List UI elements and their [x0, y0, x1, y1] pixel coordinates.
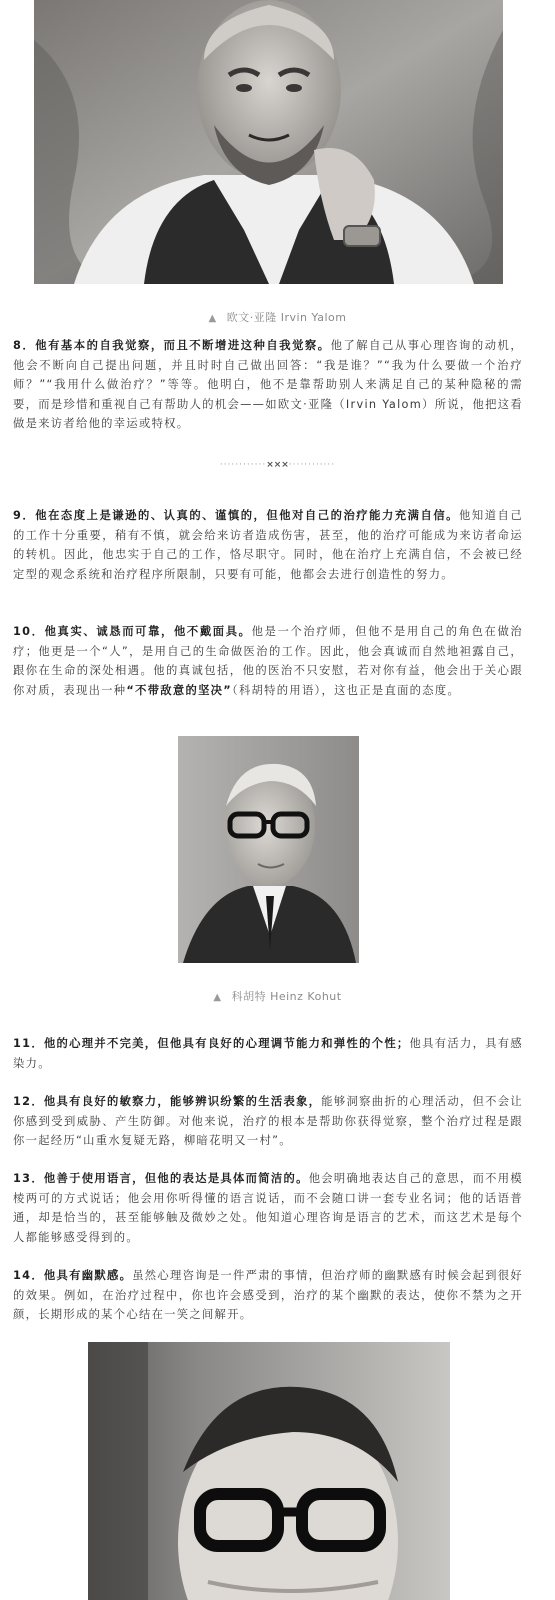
paragraph-8 — [13, 336, 523, 434]
paragraph-13-heading: 13．他善于使用语言，但他的表达是具体而简洁的。 — [13, 1172, 309, 1185]
divider-x-mark: ××× — [266, 460, 289, 470]
yalom-caption-text: 欧文·亚隆 Irvin Yalom — [226, 311, 347, 324]
paragraph-10-heading: 10．他真实、诚恳而可靠，他不戴面具。 — [13, 625, 252, 638]
divider-dots-left: ············ — [219, 460, 267, 470]
third-portrait-photo — [88, 1342, 450, 1600]
yalom-caption — [0, 309, 555, 325]
paragraph-13 — [13, 1169, 523, 1247]
paragraph-10-body-a: 他是一个治疗师，但他不是用自己的角色在做治疗；他更是一个“人”，是用自己的生命做医治的工作。因此，他会真诚而自然地袒露自己，跟你在生命的深处相遇。他的真诚包括，他的医治不只安慰，若对你有益，他会出于关心跟你对质，表现出一种 — [13, 625, 523, 697]
paragraph-14-body: 虽然心理咨询是一件严肃的事情，但治疗师的幽默感有时候会起到很好的效果。例如，在治疗过程中，你也许会感受到，治疗的某个幽默的表达，使你不禁为之开颜，长期形成的某个心结在一笑之间解开。 — [13, 1269, 523, 1321]
kohut-caption-text: 科胡特 Heinz Kohut — [231, 990, 342, 1003]
paragraph-8-body: 他了解自己从事心理咨询的动机，他会不断向自己提出问题，并且时时自己做出回答：“我是谁？”“我为什么要做一个治疗师？”“我用什么做治疗？”等等。他明白，他不是靠帮助别人来满足自己的某种隐秘的需要，而是珍惜和重视自己有帮助人的机会——如欧文·亚隆（Irvin Yalom）所说，他把这看做是来访者给他的幸运或特权。 — [13, 339, 523, 430]
paragraph-13-body: 他会明确地表达自己的意思，而不用模棱两可的方式说话；他会用你听得懂的语言说话，而不会随口讲一套专业名词；他的话语普通，却是恰当的，甚至能够触及微妙之处。他知道心理咨询是语言的艺术，而这艺术是每个人都能够感受得到的。 — [13, 1172, 523, 1244]
paragraph-11-body: 他具有活力，具有感染力。 — [13, 1037, 523, 1070]
paragraph-14 — [13, 1266, 523, 1325]
divider-dots-right: ············ — [288, 460, 336, 470]
paragraph-10-emphasis: “不带敌意的坚决” — [126, 683, 233, 697]
paragraph-10 — [13, 622, 523, 700]
triangle-icon: ▲ — [208, 313, 217, 324]
paragraph-10-body-b: （科胡特的用语），这也正是直面的态度。 — [232, 683, 461, 697]
paragraph-9 — [13, 506, 523, 584]
paragraph-12-body: 能够洞察曲折的心理活动，但不会让你感到受到威胁、产生防御。对他来说，治疗的根本是帮助你获得觉察，整个治疗过程是跟你一起经历“山重水复疑无路，柳暗花明又一村”。 — [13, 1095, 523, 1147]
triangle-icon: ▲ — [213, 992, 222, 1003]
kohut-caption — [0, 988, 555, 1004]
paragraph-8-heading: 8．他有基本的自我觉察，而且不断增进这种自我觉察。 — [13, 339, 331, 352]
paragraph-12 — [13, 1092, 523, 1151]
paragraph-11 — [13, 1034, 523, 1073]
paragraph-12-heading: 12．他具有良好的敏察力，能够辨识纷繁的生活表象， — [13, 1095, 322, 1108]
paragraph-9-body: 他知道自己的工作十分重要，稍有不慎，就会给来访者造成伤害，甚至，他的治疗可能成为来访者命运的转机。因此，他忠实于自己的工作，恪尽职守。同时，他在治疗上充满自信，不会被已经定型的观念系统和治疗程序所限制，只要有可能，他都会去进行创造性的努力。 — [13, 509, 523, 581]
paragraph-9-heading: 9．他在态度上是谦逊的、认真的、谨慎的，但他对自己的治疗能力充满自信。 — [13, 509, 460, 522]
paragraph-14-heading: 14．他具有幽默感。 — [13, 1269, 133, 1282]
section-divider — [0, 460, 555, 470]
paragraph-11-heading: 11．他的心理并不完美，但他具有良好的心理调节能力和弹性的个性； — [13, 1037, 410, 1050]
heinz-kohut-photo — [178, 736, 359, 963]
irvin-yalom-photo — [34, 0, 503, 284]
